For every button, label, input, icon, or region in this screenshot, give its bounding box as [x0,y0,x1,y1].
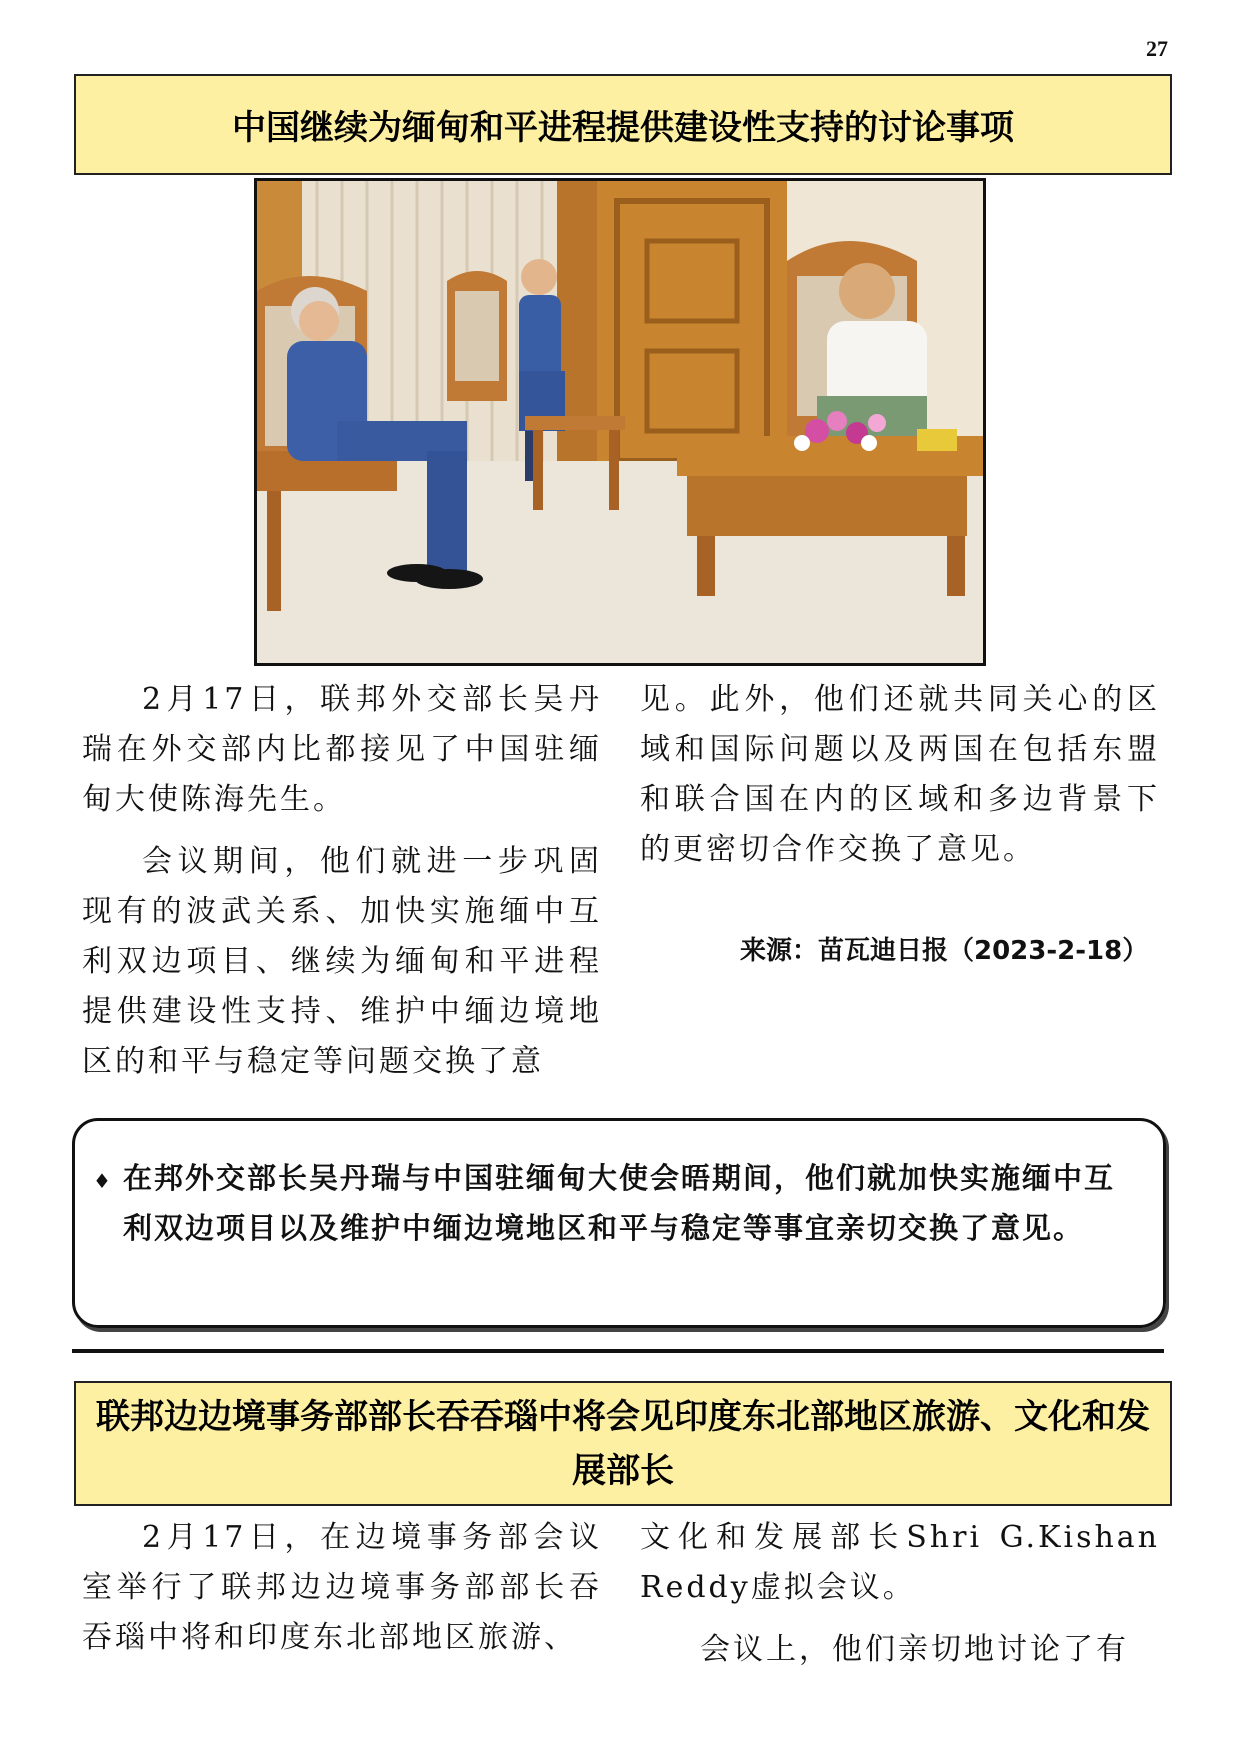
article-2-left-column [82,1513,602,1675]
article-1-paragraph-1: 2月17日，联邦外交部长吴丹瑞在外交部内比都接见了中国驻缅甸大使陈海先生。 [82,682,602,817]
bullet-icon: ♦ [93,1169,111,1193]
article-1-paragraph-3: 见。此外，他们还就共同关心的区域和国际问题以及两国在包括东盟和联合国在内的区域和多边背景下的更密切合作交换了意见。 [640,682,1160,867]
article-1-left-column [82,675,602,1099]
article-2-paragraph-3: 会议上，他们亲切地讨论了有 [700,1632,1129,1667]
article-1-paragraph-2: 会议期间，他们就进一步巩固现有的波武关系、加快实施缅中互利双边项目、继续为缅甸和平进程提供建设性支持、维护中缅边境地区的和平与稳定等问题交换了意 [82,844,602,1079]
section-divider [72,1349,1164,1353]
article-1-title: 中国继续为缅甸和平进程提供建设性支持的讨论事项 [74,74,1172,175]
article-2-paragraph-1: 2月17日，在边境事务部会议室举行了联邦边边境事务部部长吞吞瑙中将和印度东北部地区旅游、 [82,1520,602,1655]
article-1-source: 来源：苗瓦迪日报（2023-2-18） [740,936,1149,966]
summary-text: 在邦外交部长吴丹瑞与中国驻缅甸大使会晤期间，他们就加快实施缅中互利双边项目以及维护中缅边境地区和平与稳定等事宜亲切交换了意见。 [123,1161,1116,1245]
article-2-paragraph-2: 文化和发展部长Shri G.Kishan Reddy虚拟会议。 [640,1520,1160,1605]
meeting-photo [254,178,986,666]
article-1-right-column [640,675,1160,887]
summary-box [72,1118,1166,1328]
page-number: 27 [1146,36,1168,61]
article-2-title: 联邦边边境事务部部长吞吞瑙中将会见印度东北部地区旅游、文化和发展部长 [74,1381,1172,1506]
article-2-right-column [640,1513,1160,1687]
